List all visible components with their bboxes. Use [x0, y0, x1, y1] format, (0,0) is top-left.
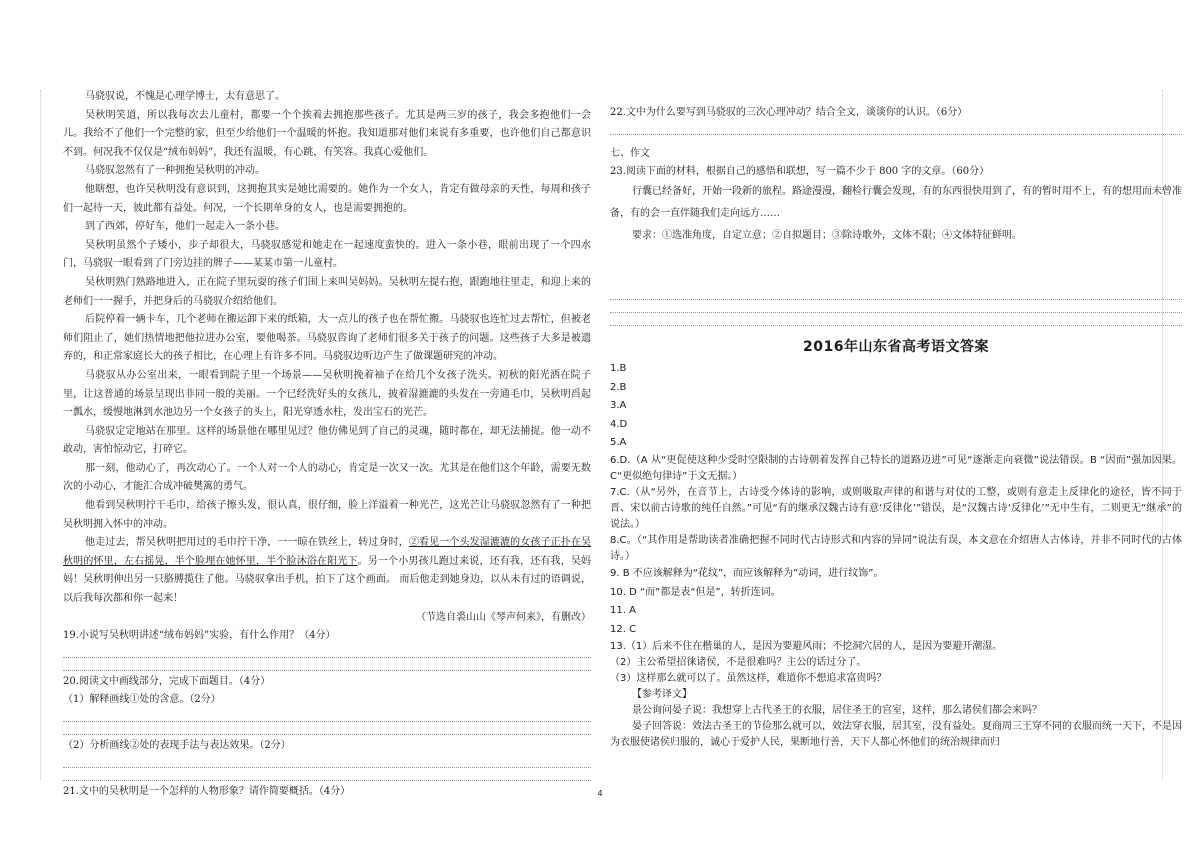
question-19: 19.小说写吴秋明讲述“绒布妈妈”实验，有什么作用？（4分）: [63, 630, 336, 642]
answer-13-1: 13.（1）后来不住在楷巢的人，是因为要避风雨；不挖洞穴居的人，是因为要避开潮湿。: [610, 641, 1003, 653]
left-column: [63, 88, 591, 801]
question-22: 22.文中为什么要写到马骁驭的三次心理冲动？结合全文，谈谈你的认识。（6分）: [610, 107, 968, 118]
question-23: 23.阅读下面的材料，根据自己的感悟和联想，写一篇不少于 800 字的文章。（60分）: [610, 166, 990, 177]
story-paragraph: 吴秋明熟门熟路地进入，正在院子里玩耍的孩子们围上来叫吴妈妈。吴秋明左提右抱，跟跑地往里走，和迎上来的老师们一一握手，并把身后的马骁驭介绍给他们。: [63, 276, 591, 307]
answer-9: 9. B 不应该解释为“花纹”，而应该解释为“动词，进行纹饰”。: [610, 567, 884, 579]
reference-translation-2: 晏子回答说：效法古圣王的节俭那么就可以，效法穿衣服，居其室，没有益处。夏商周三王穿不同的衣服而统一天下，不是因为衣服使诸侯归服的，诚心于爱护人民，果断地行善，天下人都心怀他们的统治规律而归: [610, 721, 1182, 749]
answer-line: [63, 711, 591, 722]
question-20-2: （2）分析画线②处的表现手法与表达效果。（2分）: [63, 740, 291, 752]
last-para-before: 他走过去，帮吴秋明把用过的毛巾拧干净，一一晾在铁丝上，转过身时，: [85, 537, 409, 549]
story-paragraph: 吴秋明虽然个子矮小，步子却很大，马骁驭感觉和她走在一起速度蛮快的。进入一条小巷，眼前出现了一个四水门，马骁驭一眼看到了门旁边挂的牌子——某某市第一儿童村。: [63, 239, 591, 270]
answer-line: [610, 124, 1182, 135]
answer-line: [610, 302, 1182, 313]
last-para-after: 。另一个小男孩儿跑过来说，还有我，还有我，吴妈妈！吴秋明伸出另一只胳膊揽住了他。马骁驭拿出手机，拍下了这个画面。 而后他走到她身边，以从未有过的语调说，以后我每次都和你一起来！: [63, 555, 592, 605]
section-composition: 七、作文: [610, 148, 650, 159]
answer-line: [63, 660, 591, 671]
story-paragraph: 马骁驭从办公室出来，一眼看到院子里一个场景——吴秋明挽着袖子在给几个女孩子洗头。初秋的阳光洒在院子里，让这普通的场景呈现出非同一般的美丽。一个已经洗好头的女孩儿，披着湿漉漉的头发在一旁通毛巾，吴秋明舀起一瓢水，缓慢地淋到水池边另一个女孩子的头上，阳光穿透水柱，发出宝石的光芒。: [63, 369, 591, 419]
question-20-1: （1）解释画线①处的含意。（2分）: [63, 694, 221, 706]
story-paragraph: 他看到吴秋明拧干毛巾，给孩子擦头发，很认真，很仔细，脸上洋溢着一种光芒，这光芒让马骁驭忽然有了一种把吴秋明拥入怀中的冲动。: [63, 500, 591, 530]
answer-10: 10. D “而”都是表“但是”，转折连词。: [610, 586, 781, 598]
story-paragraph: 后院停着一辆卡车，几个老师在搬运卸下来的纸箱，大一点儿的孩子也在帮忙搬。马骁驭也连忙过去帮忙，但被老师们阻止了，她们热情地把他拉进办公室，要他喝茶。马骁驭咨询了老师们很多关于孩子的问题。这些孩子大多是被遗弃的，和正常家庭长大的孩子相比，在心理上有许多不同。马骁驭边听边产生了做课题研究的冲动。: [63, 314, 591, 363]
answer-5: 5.A: [610, 437, 627, 449]
answer-12: 12. C: [610, 623, 637, 635]
answer-line: [610, 315, 1182, 326]
answer-1: 1.B: [610, 363, 627, 374]
answer-13-2: （2）主公希望招徕诸侯，不是很难吗？主公的话过分了。: [610, 657, 867, 669]
page-number: 4: [597, 789, 603, 798]
story-paragraph: 到了西郊，停好车，他们一起走入一条小巷。: [85, 221, 285, 233]
story-paragraph: 那一刻，他动心了，再次动心了。一个人对一个人的动心，肯定是一次又一次。尤其是在他们这个年龄，需要无数次的小动心，才能汇合成冲破樊篱的勇气。: [63, 462, 591, 493]
answer-title: 2016年山东省高考语文答案: [803, 339, 989, 355]
answer-8: 8.C。（“其作用是帮助读者准确把握不同时代古诗形式和内容的异同”说法有误，本文意在介绍唐人古体诗，并非不同时代的古体诗。）: [610, 534, 1182, 562]
reference-translation-1: 景公询问晏子说：我想穿上古代圣王的衣服，居住圣王的宫室，这样，那么诸侯们都会来吗？: [632, 705, 1042, 717]
answer-3: 3.A: [610, 400, 627, 412]
answer-line: [610, 289, 1182, 300]
story-paragraph: 马骁驭说，不愧是心理学博士，太有意思了。: [85, 91, 285, 102]
answer-11: 11. A: [610, 605, 636, 617]
story-paragraph: 他瞎想，也许吴秋明没有意识到，这拥抱其实是她比需要的。她作为一个女人，肯定有做母亲的天性，每周和孩子们一起待一天，彼此都有益处。何况，一个长期单身的女人，也是需要拥抱的。: [63, 183, 591, 214]
source-citation: （节选自裘山山《琴声何来》，有删改）: [416, 611, 591, 623]
right-column: [610, 104, 1182, 751]
question-20: 20.阅读文中画线部分，完成下面题目。（4分）: [63, 676, 271, 688]
answer-6: 6.D.（A 从“更促使这种少受时空限制的古诗朝着发挥自己特长的道路迈进”可见“逐渐走向衰微”说法错误。B “因而”强加因果。C“更似绝句律诗”于文无据。）: [610, 454, 1182, 482]
answer-7: 7.C.（从“另外，在音节上，古诗受今体诗的影响，或则吸取声律的和谐与对仗的工整，或则有意走上反律化的途径，皆不同于晋、宋以前古诗歌的纯任自然。”可见“有的继承汉魏古诗有意‘反律化’”错误，是“汉魏古诗‘反律化’”无中生有，二则更无“继承”的说法。）: [610, 486, 1182, 530]
story-last-paragraph: [63, 534, 591, 608]
story-paragraph: 吴秋明笑道，所以我每次去儿童村，都要一个个挨着去拥抱那些孩子。尤其是两三岁的孩子，我会多抱他们一会儿。我给不了他们一个完整的家，但至少给他们一个温暖的怀抱。我知道那对他们来说有多重要，也许他们自己都意识不到。何况我不仅仅是“绒布妈妈”，我还有温暖，有心跳，有笑容。我真心爱他们。: [63, 109, 591, 158]
answer-2: 2.B: [610, 381, 627, 393]
composition-requirements: 要求：①选准角度，自定立意；②自拟题目；③除诗歌外，文体不限；④文体特征鲜明。: [632, 230, 1022, 241]
answer-line: [63, 647, 591, 658]
story-paragraph: 马骁驭定定地站在那里。这样的场景他在哪里见过？他仿佛见到了自己的灵魂，随时都在，却无法捕捉。他一动不敢动，害怕惊动它，打碎它。: [63, 425, 591, 456]
left-margin-dots: [40, 90, 41, 780]
question-21: 21.文中的吴秋明是一个怎样的人物形象？请作简要概括。（4分）: [63, 786, 351, 798]
answer-4: 4.D: [610, 418, 628, 430]
reference-translation-title: 【参考译文】: [632, 689, 692, 701]
answer-13-3: （3）这样那么就可以了。虽然这样，难道你不想追求富贵吗？: [610, 673, 887, 685]
composition-material: 行囊已经备好，开始一段新的旅程。路途漫漫，翻检行囊会发现，有的东西很快用到了，有的暂时用不上，有的想用而未曾准备，有的会一直伴随我们走向远方……: [610, 186, 1182, 219]
answer-line: [63, 724, 591, 735]
underlined-passage-2: ②看见一个头发湿漉漉的女孩子正扑在吴秋明的怀里，左右摇晃，半个脸埋在她怀里，半个脸沐浴在阳光下: [63, 537, 592, 567]
story-paragraph: 马骁驭忽然有了一种拥抱吴秋明的冲动。: [85, 165, 265, 177]
answer-line: [63, 770, 591, 781]
answer-line: [63, 757, 591, 768]
